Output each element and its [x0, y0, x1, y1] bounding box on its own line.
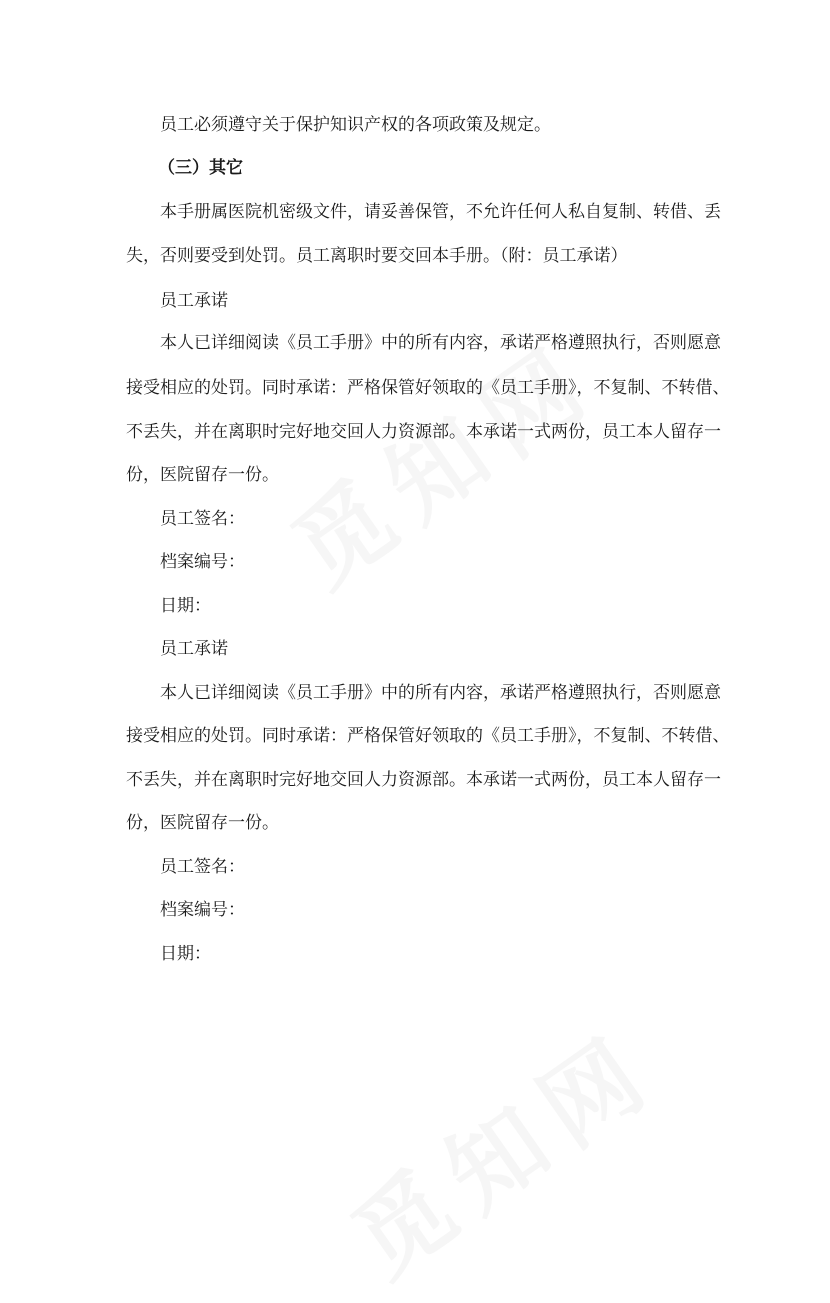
employee-signature-1: 员工签名：	[160, 509, 245, 529]
ip-policy-line: 员工必须遵守关于保护知识产权的各项政策及规定。	[160, 115, 551, 135]
commitment-2-line-3: 不丢失，并在离职时完好地交回人力资源部。本承诺一式两份，员工本人留存一	[126, 770, 721, 790]
commitment-title-2: 员工承诺	[160, 639, 228, 659]
commitment-2-line-1: 本人已详细阅读《员工手册》中的所有内容，承诺严格遵照执行，否则愿意	[160, 683, 721, 703]
commitment-1-line-4: 份，医院留存一份。	[126, 465, 279, 485]
commitment-2-line-2: 接受相应的处罚。同时承诺：严格保管好领取的《员工手册》，不复制、不转借、	[126, 726, 730, 746]
commitment-title-1: 员工承诺	[160, 291, 228, 311]
employee-signature-2: 员工签名：	[160, 857, 245, 877]
date-1: 日期：	[160, 596, 211, 616]
commitment-1-line-3: 不丢失，并在离职时完好地交回人力资源部。本承诺一式两份，员工本人留存一	[126, 422, 721, 442]
date-2: 日期：	[160, 944, 211, 964]
handbook-confidential-line-2: 失，否则要受到处罚。员工离职时要交回本手册。（附：员工承诺）	[126, 246, 628, 266]
handbook-confidential-line-1: 本手册属医院机密级文件，请妥善保管，不允许任何人私自复制、转借、丢	[160, 202, 721, 222]
file-number-1: 档案编号：	[160, 552, 245, 572]
commitment-1-line-1: 本人已详细阅读《员工手册》中的所有内容，承诺严格遵照执行，否则愿意	[160, 333, 721, 353]
file-number-2: 档案编号：	[160, 900, 245, 920]
watermark-bottom	[322, 994, 681, 1302]
commitment-1-line-2: 接受相应的处罚。同时承诺：严格保管好领取的《员工手册》，不复制、不转借、	[126, 378, 730, 398]
commitment-2-line-4: 份，医院留存一份。	[126, 813, 279, 833]
section-heading-other: （三）其它	[158, 158, 243, 178]
